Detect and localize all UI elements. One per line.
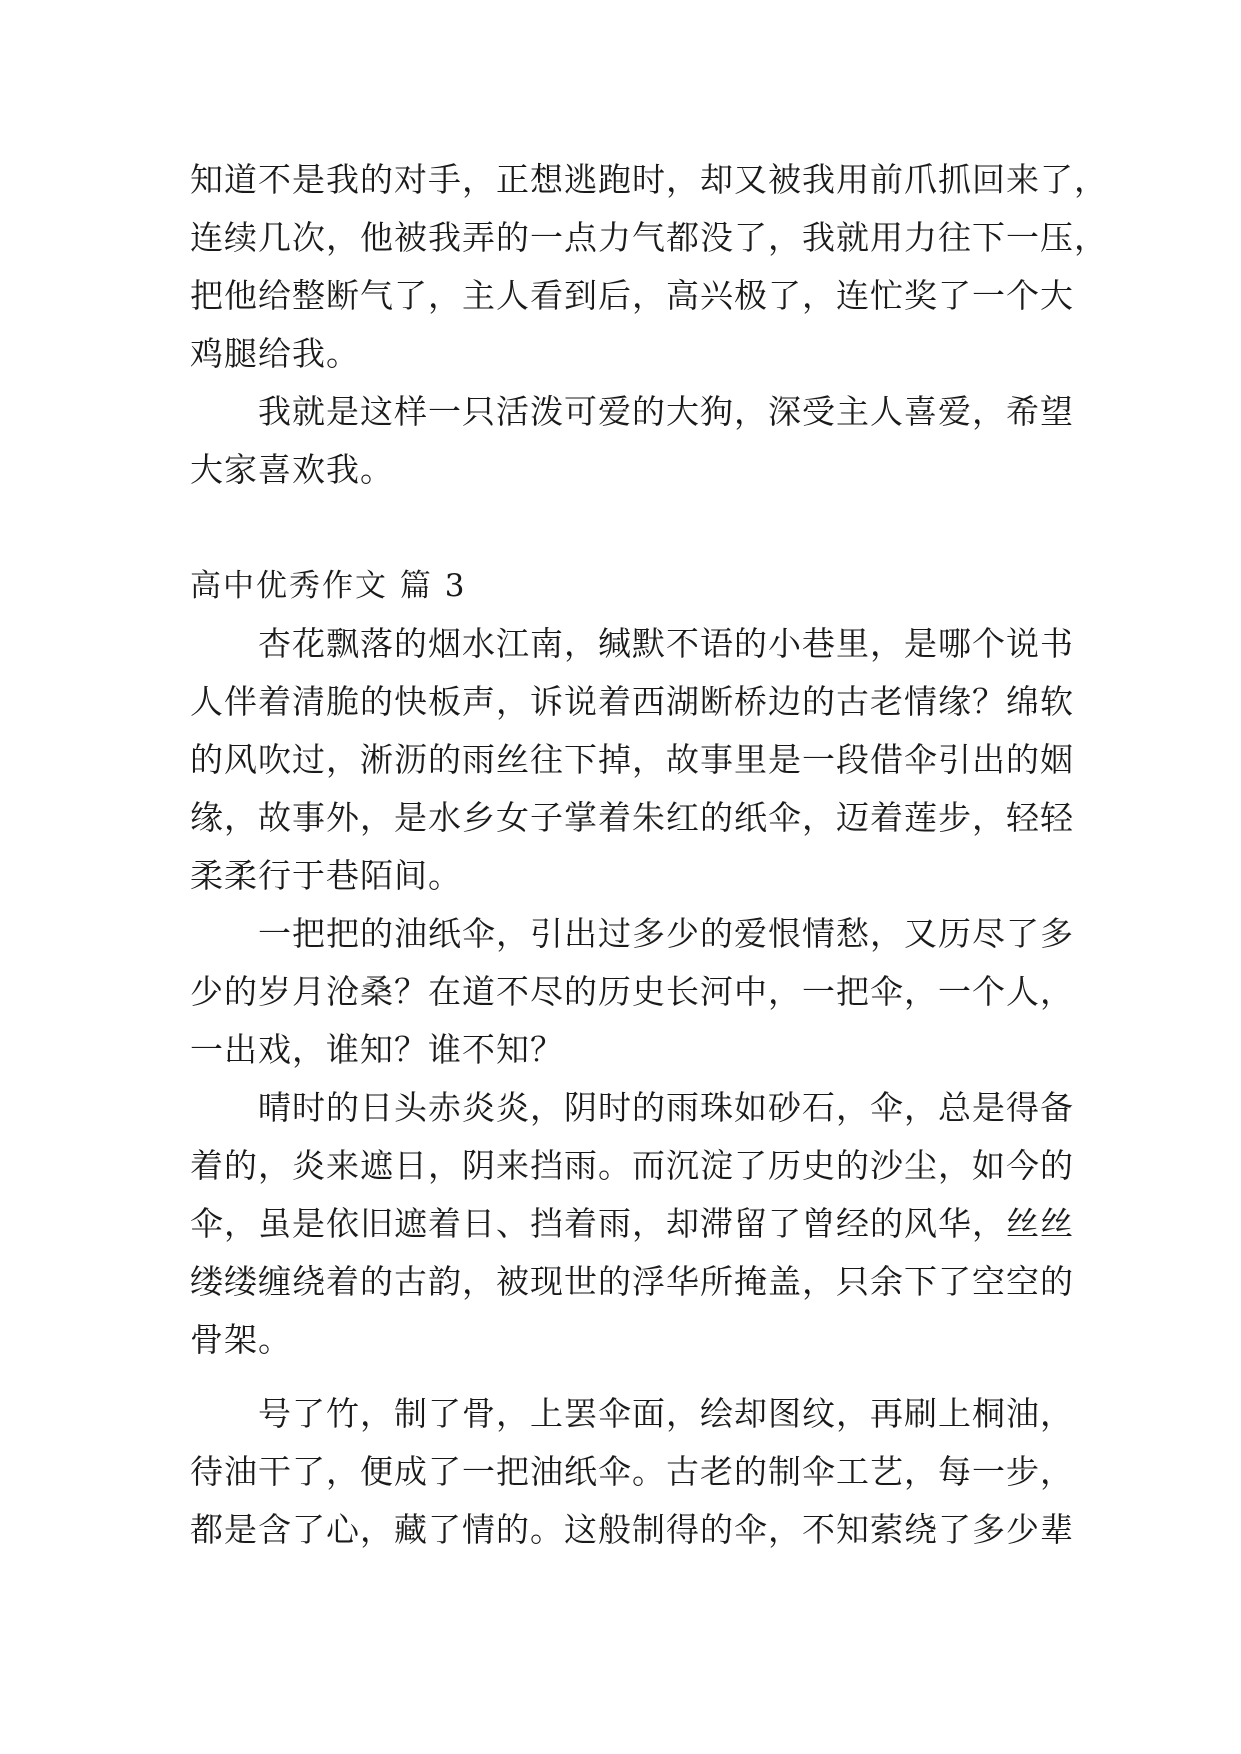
text-line: 一把把的油纸伞，引出过多少的爱恨情愁，又历尽了多 <box>258 914 1074 953</box>
text-line: 晴时的日头赤炎炎，阴时的雨珠如砂石，伞，总是得备 <box>258 1088 1074 1127</box>
text-line: 都是含了心，藏了情的。这般制得的伞，不知萦绕了多少辈 <box>190 1510 1074 1549</box>
text-line: 着的，炎来遮日，阴来挡雨。而沉淀了历史的沙尘，如今的 <box>190 1146 1074 1185</box>
text-line: 骨架。 <box>190 1320 292 1359</box>
section-heading: 高中优秀作文 篇 3 <box>190 568 467 604</box>
text-line: 我就是这样一只活泼可爱的大狗，深受主人喜爱，希望 <box>258 392 1074 431</box>
text-line: 连续几次，他被我弄的一点力气都没了，我就用力往下一压， <box>190 218 1108 257</box>
text-line: 缕缕缠绕着的古韵，被现世的浮华所掩盖，只余下了空空的 <box>190 1262 1074 1301</box>
text-line: 号了竹，制了骨，上罢伞面，绘却图纹，再刷上桐油， <box>258 1394 1074 1433</box>
text-line: 伞，虽是依旧遮着日、挡着雨，却滞留了曾经的风华，丝丝 <box>190 1204 1074 1243</box>
text-line: 人伴着清脆的快板声，诉说着西湖断桥边的古老情缘？绵软 <box>190 682 1074 721</box>
text-line: 一出戏，谁知？谁不知？ <box>190 1030 564 1069</box>
text-line: 大家喜欢我。 <box>190 450 394 489</box>
text-line: 待油干了，便成了一把油纸伞。古老的制伞工艺，每一步， <box>190 1452 1074 1491</box>
text-line: 鸡腿给我。 <box>190 334 360 373</box>
text-line: 缘，故事外，是水乡女子掌着朱红的纸伞，迈着莲步，轻轻 <box>190 798 1074 837</box>
text-line: 知道不是我的对手，正想逃跑时，却又被我用前爪抓回来了， <box>190 160 1108 199</box>
text-line: 杏花飘落的烟水江南，缄默不语的小巷里，是哪个说书 <box>258 624 1074 663</box>
text-line: 把他给整断气了，主人看到后，高兴极了，连忙奖了一个大 <box>190 276 1074 315</box>
text-line: 少的岁月沧桑？在道不尽的历史长河中，一把伞，一个人， <box>190 972 1074 1011</box>
text-line: 柔柔行于巷陌间。 <box>190 856 462 895</box>
text-line: 的风吹过，淅沥的雨丝往下掉，故事里是一段借伞引出的姻 <box>190 740 1074 779</box>
